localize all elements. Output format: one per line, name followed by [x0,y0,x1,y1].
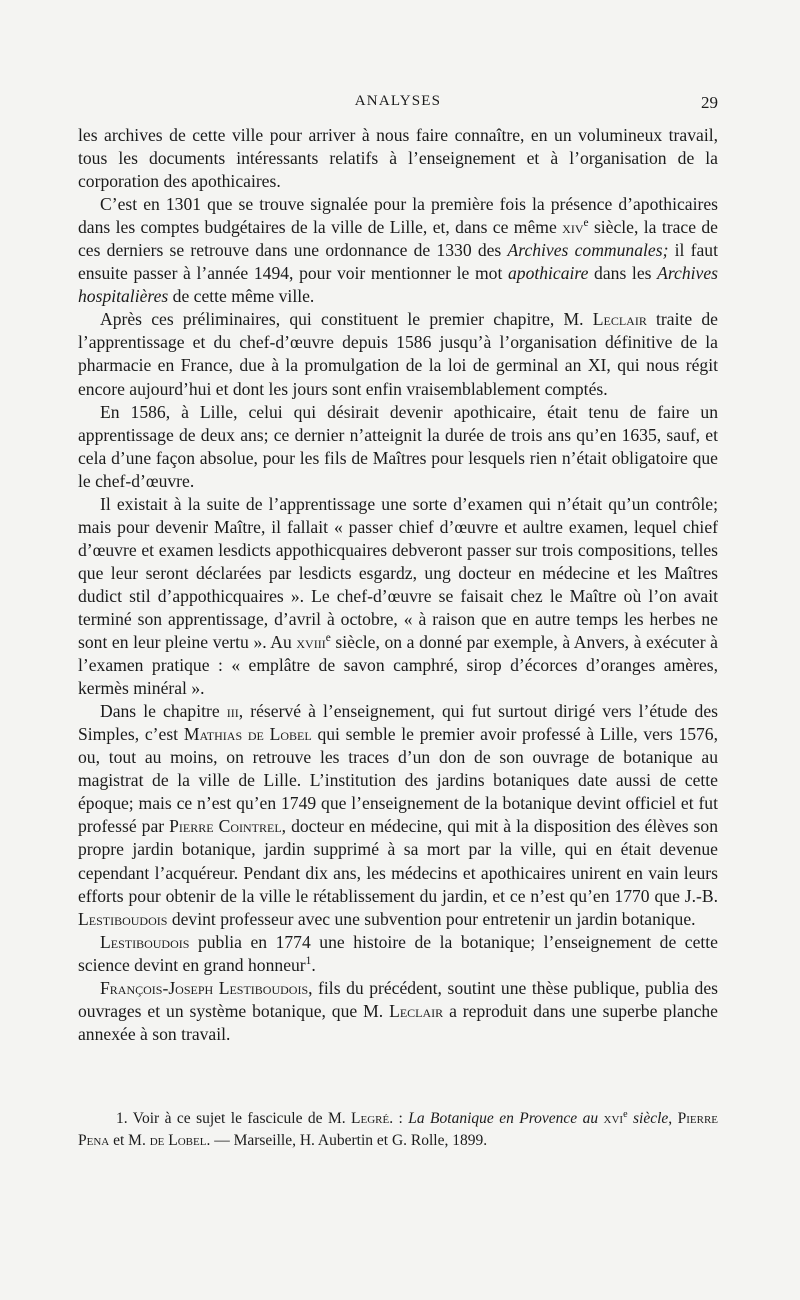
chapter-numeral: iii [226,701,239,722]
text-run: et M. [109,1132,150,1149]
paragraph-8 [78,977,718,1046]
person-name: Legré [351,1110,390,1127]
footnote-reference[interactable]: 1 [305,954,312,967]
text-run: il faut ensuite passer à l’année 1494, pour voir mentionner le mot [78,240,718,284]
paragraph-4: En 1586, à Lille, celui qui désirait devenir apothicaire, était tenu de faire un apprentissage de deux ans; ce dernier n’atteignit la durée de trois ans qu’en 1635, sauf, et cela d’une façon absolue, pour les fils de Maîtres pour lesquels rien n’était obligatoire que le chef-d’œuvre. [78,401,718,491]
running-title: ANALYSES [354,93,442,109]
paragraph-2 [78,193,718,308]
text-run: a reproduit dans une superbe planche annexée à son travail. [78,1000,718,1044]
text-run: , docteur en médecine, qui mit à la disposition des élèves son propre jardin botanique, jardin supprimé à sa mort par la ville, qui en était devenue cependant l’acquéreur. Pendant dix ans, les médecins et apothicaires unirent en vain leurs efforts pour obtenir de la ville le rétablissement du jardin, et ce n’est qu’en 1770 que J.-B. [78,816,718,906]
text-run: qui semble le premier avoir professé à Lille, vers 1576, ou, tout au moins, on retrouve les traces d’un don de son ouvrage de botanique au magistrat de la ville de Lille. L’institution des jardins botaniques date aussi de cette époque; mais ce n’est qu’en 1749 que l’enseignement de la botanique devint officiel et fut professé par [78,724,718,837]
paragraph-1: les archives de cette ville pour arriver à nous faire connaître, en un volumineux travail, tous les documents intéressants relatifs à l’enseignement et à l’organisation de la corporation des apothicaires. [78,125,718,192]
century-numeral: xvi [603,1110,624,1127]
text-run: . — Marseille, H. Aubertin et G. Rolle, 1899. [206,1132,488,1149]
footnote [78,1108,718,1152]
italic-title: Archives hospitalières [78,263,718,307]
body-text [78,124,718,1046]
text-run: publia en 1774 une histoire de la botanique; l’enseignement de cette science devint en grand honneur [78,931,718,975]
person-name: Lestiboudois [100,931,190,952]
text-run: Il existait à la suite de l’apprentissage une sorte d’examen qui n’était qu’un contrôle; mais pour devenir Maître, il fallait « passer chief d’œuvre et aultre examen, lequel chief d’œuvre et examen lesdicts appothicquaires debveront passer sur trois compositions, telles que leur seront déclarées par lesdicts esgardz, ung docteur en médecine et les Maîtres dudict stil d’appothicquaires ». Le chef-d’œuvre se faisait chez le Maître où l’on avait terminé son apprentissage, d’avril à octobre, « à raison que en autre temps les herbes ne sont en leur pleine vertu ». Au [78,493,718,653]
paragraph-5 [78,493,718,700]
paragraph-6 [78,700,718,930]
person-name: Lestiboudois [78,908,168,929]
author-name: Leclair [389,1000,444,1021]
text-run: . [311,954,316,975]
paragraph-3 [78,308,718,400]
century-numeral: xviii [296,632,326,653]
text-run: siècle, la trace de ces derniers se retrouve dans une ordonnance de 1330 des [78,217,718,261]
text-run: siècle, on a donné par exemple, à Anvers, à exécuter à l’examen pratique : « emplâtre de savon camphré, sirop d’écorces d’oranges amères, kermès minéral ». [78,632,718,699]
superscript: e [583,217,589,230]
text-run: traite de l’apprentissage et du chef-d’œuvre depuis 1586 jusqu’à l’organisation définitive de la pharmacie en France, due à la promulgation de la loi de germinal an XI, qui nous régit encore aujourd’hui et dont les jours sont enfin vraisemblablement comptés. [78,309,718,399]
text-run: Après ces préliminaires, qui constituent le premier chapitre, M. [100,309,593,330]
running-header [78,93,718,117]
italic-title: Archives communales; [507,240,669,261]
text-run: Dans le chapitre [100,701,227,722]
text-run: dans les [588,263,658,284]
text-run: de cette même ville. [168,286,315,307]
page-number: 29 [701,93,718,112]
century-numeral: xiv [562,217,584,238]
text-run: , fils du précédent, soutint une thèse publique, publia des ouvrages et un système botanique, que M. [78,977,718,1021]
person-name: de Lobel [149,1132,207,1149]
text-run: C’est en 1301 que se trouve signalée pour la première fois la présence d’apothicaires dans les comptes budgétaires de la ville de Lille, et, dans ce même [78,194,718,238]
italic-term: apothicaire [507,263,589,284]
person-name: François-Joseph Lestiboudois [100,977,309,998]
text-run: devint professeur avec une subvention pour entretenir un jardin botanique. [167,908,696,929]
paragraph-7 [78,931,718,977]
text-run: 1. Voir à ce sujet le fascicule de M. [116,1110,352,1127]
person-name: Pierre Pena [78,1110,719,1149]
text-run: , [668,1110,678,1127]
author-name: Leclair [592,309,647,330]
text-run: , réservé à l’enseignement, qui fut surtout dirigé vers l’étude des Simples, c’est [78,701,718,745]
italic-title: La Botanique en Provence au [408,1110,604,1127]
person-name: Mathias de Lobel [183,724,312,745]
superscript: e [325,632,331,645]
person-name: Pierre Cointrel [169,816,282,837]
text-run: . : [389,1110,409,1127]
superscript: e [623,1108,628,1120]
italic-title: siècle [627,1110,669,1127]
